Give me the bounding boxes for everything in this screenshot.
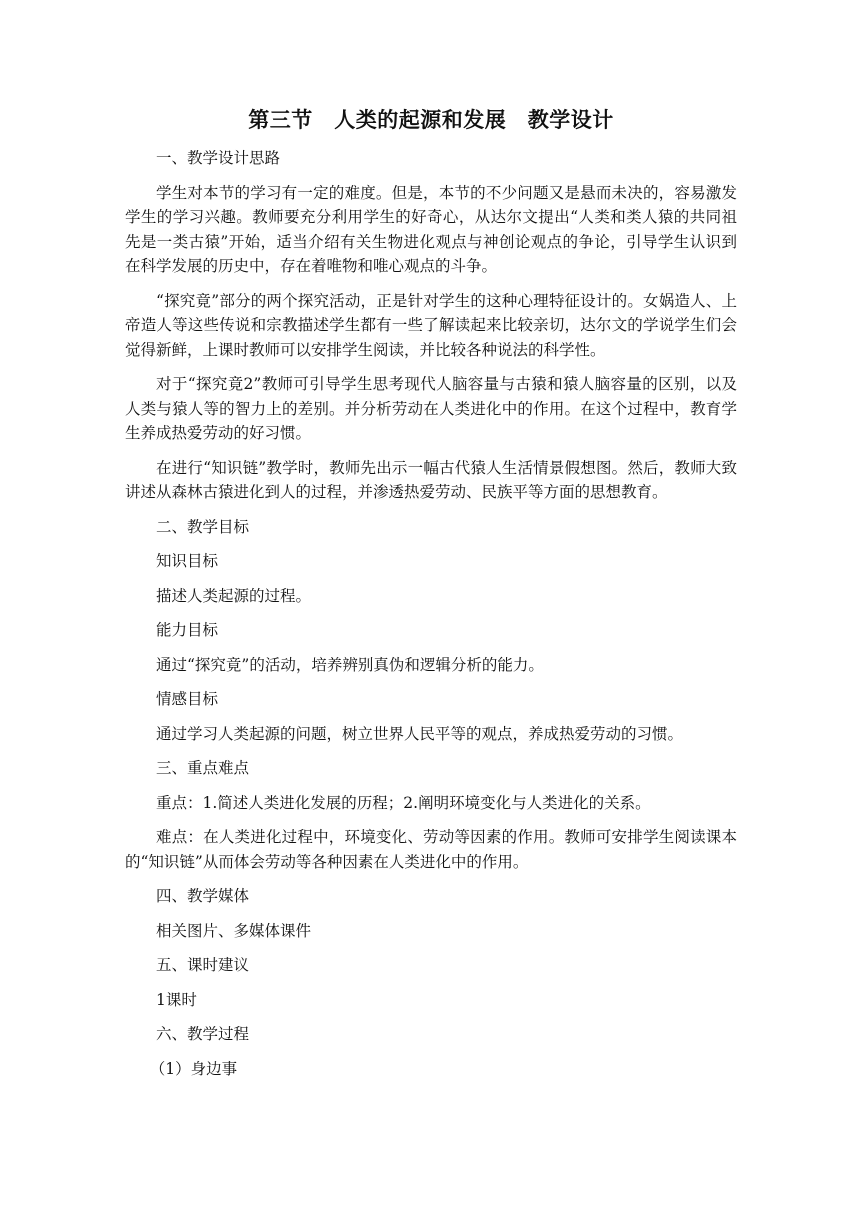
- subheading-knowledge-objective: 知识目标: [156, 552, 219, 570]
- knowledge-objective-text: 描述人类起源的过程。: [156, 586, 312, 605]
- class-hours-text: 1课时: [156, 990, 197, 1009]
- section-heading-design-idea: 一、教学设计思路: [156, 149, 281, 167]
- section-heading-media: 四、教学媒体: [156, 887, 250, 905]
- ability-objective-text: 通过“探究竟”的活动，培养辨别真伪和逻辑分析的能力。: [156, 655, 544, 674]
- media-text: 相关图片、多媒体课件: [156, 921, 312, 940]
- process-step-1: （1）身边事: [149, 1059, 238, 1078]
- paragraph-design-idea-3: 对于“探究竟2”教师可引导学生思考现代人脑容量与古猿和猿人脑容量的区别，以及人类与猿人等的智力上的差别。并分析劳动在人类进化中的作用。在这个过程中，教育学生养成热爱劳动的好习惯。: [125, 375, 737, 442]
- section-heading-objectives: 二、教学目标: [156, 517, 250, 536]
- emotion-objective-text: 通过学习人类起源的问题，树立世界人民平等的观点，养成热爱劳动的习惯。: [156, 724, 684, 743]
- paragraph-design-idea-2: “探究竟”部分的两个探究活动，正是针对学生的这种心理特征设计的。女娲造人、上帝造人等这些传说和宗教描述学生都有一些了解读起来比较亲切，达尔文的学说学生们会觉得新鲜，上课时教师可以安排学生阅读，并比较各种说法的科学性。: [125, 291, 737, 359]
- section-heading-class-hours: 五、课时建议: [156, 956, 250, 974]
- section-heading-process: 六、教学过程: [156, 1025, 250, 1043]
- subheading-ability-objective: 能力目标: [156, 621, 219, 639]
- difficult-points-text: 难点：在人类进化过程中，环境变化、劳动等因素的作用。教师可安排学生阅读课本的“知识链”从而体会劳动等各种因素在人类进化中的作用。: [125, 828, 737, 871]
- paragraph-design-idea-1: 学生对本节的学习有一定的难度。但是，本节的不少问题又是悬而未决的，容易激发学生的学习兴趣。教师要充分利用学生的好奇心，从达尔文提出“人类和类人猿的共同祖先是一类古猿”开始，适当介绍有关生物进化观点与神创论观点的争论，引导学生认识到在科学发展的历史中，存在着唯物和唯心观点的斗争。: [125, 183, 737, 275]
- document-body: [125, 104, 737, 1091]
- subheading-emotion-objective: 情感目标: [156, 690, 219, 708]
- paragraph-design-idea-4: 在进行“知识链”教学时，教师先出示一幅古代猿人生活情景假想图。然后，教师大致讲述从森林古猿进化到人的过程，并渗透热爱劳动、民族平等方面的思想教育。: [125, 458, 737, 501]
- section-heading-key-points: 三、重点难点: [156, 759, 250, 777]
- key-points-text: 重点：1.简述人类进化发展的历程；2.阐明环境变化与人类进化的关系。: [156, 793, 651, 812]
- document-title: 第三节 人类的起源和发展 教学设计: [248, 108, 614, 132]
